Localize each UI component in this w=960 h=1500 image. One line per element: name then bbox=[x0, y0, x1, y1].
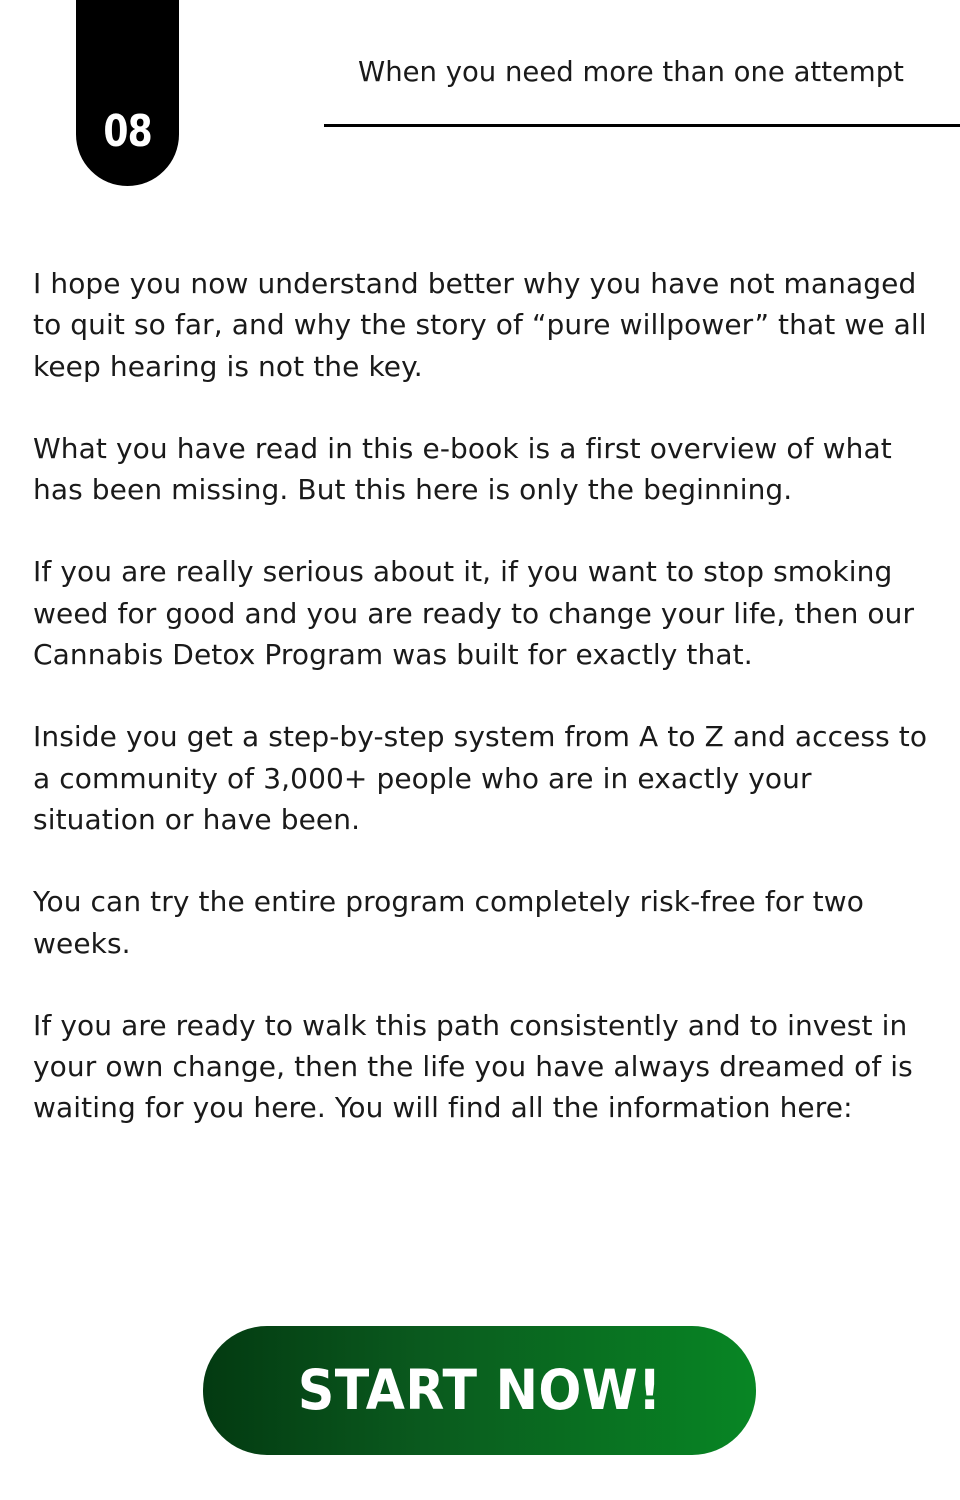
paragraph: Inside you get a step-by-step system from A to Z and access to a community of 3,000+ people who are in exactly your situation or have been. bbox=[33, 720, 928, 836]
chapter-number: 08 bbox=[103, 106, 152, 157]
start-now-label: START NOW! bbox=[297, 1358, 662, 1422]
start-now-button[interactable] bbox=[203, 1326, 756, 1455]
header-divider bbox=[324, 124, 960, 127]
paragraph: I hope you now understand better why you have not managed to quit so far, and why the story of “pure willpower” that we all keep hearing is not the key. bbox=[33, 267, 927, 383]
paragraph: What you have read in this e-book is a first overview of what has been missing. But this here is only the beginning. bbox=[33, 431, 892, 507]
chapter-title: When you need more than one attempt bbox=[358, 56, 904, 88]
chapter-tab bbox=[76, 0, 179, 186]
body-text bbox=[33, 263, 943, 1170]
paragraph: You can try the entire program completely risk-free for two weeks. bbox=[33, 885, 864, 960]
paragraph: If you are ready to walk this path consistently and to invest in your own change, then the life you have always dreamed of is waiting for you here. You will find all the information here: bbox=[33, 1008, 913, 1125]
paragraph: If you are really serious about it, if you want to stop smoking weed for good and you are ready to change your life, then our Cannabis Detox Program was built for exactly that. bbox=[33, 555, 915, 672]
